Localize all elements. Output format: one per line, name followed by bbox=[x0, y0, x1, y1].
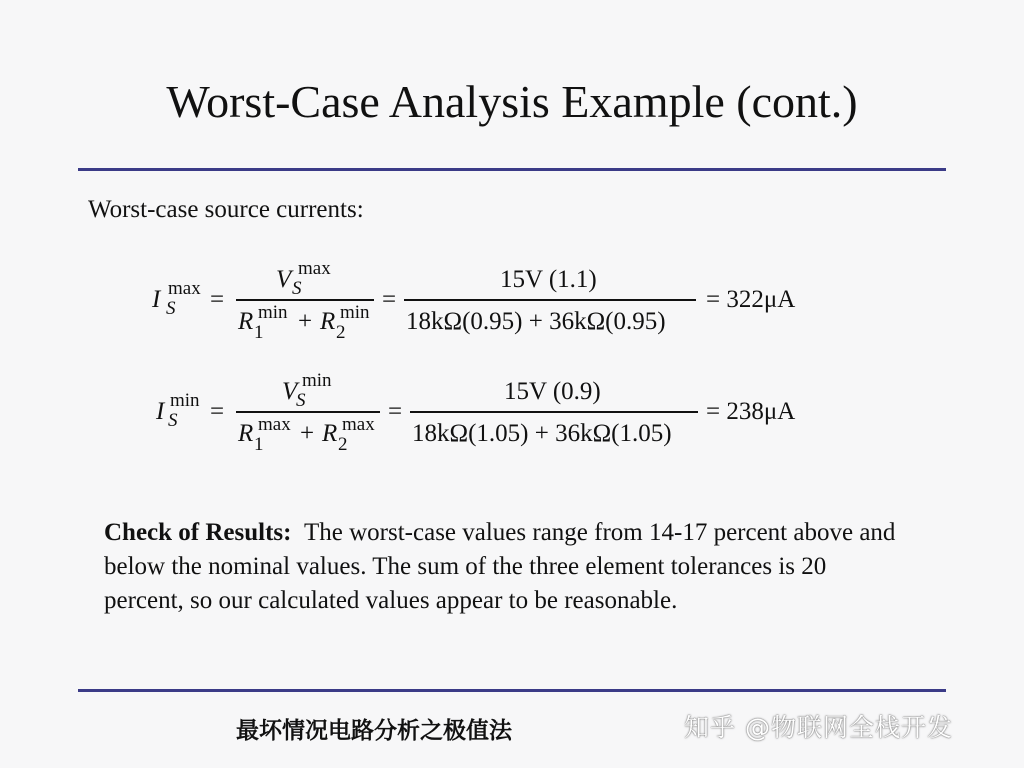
denominator-r1-subscript: 1 bbox=[254, 322, 264, 343]
top-divider bbox=[78, 168, 946, 171]
slide-title: Worst-Case Analysis Example (cont.) bbox=[166, 76, 858, 127]
numeric-numerator: 15V (0.9) bbox=[504, 378, 601, 405]
equation-min-current bbox=[0, 370, 1024, 455]
denominator-r2: R bbox=[322, 420, 338, 447]
denominator-r1-superscript: max bbox=[258, 414, 291, 435]
equation-max-current bbox=[0, 258, 1024, 343]
result-value: = 322μA bbox=[706, 286, 796, 313]
numerator-subscript: S bbox=[292, 278, 302, 299]
fraction-line-1 bbox=[236, 299, 374, 301]
fraction-line-2 bbox=[404, 299, 696, 301]
numeric-denominator: 18kΩ(0.95) + 36kΩ(0.95) bbox=[406, 308, 666, 335]
lhs-superscript: min bbox=[170, 390, 200, 411]
check-of-results-paragraph bbox=[104, 516, 904, 618]
plus-sign: + bbox=[300, 420, 315, 447]
intro-text: Worst-case source currents: bbox=[88, 196, 364, 223]
numerator-superscript: min bbox=[302, 370, 332, 391]
footer-caption: 最坏情况电路分析之极值法 bbox=[236, 718, 512, 744]
numeric-denominator: 18kΩ(1.05) + 36kΩ(1.05) bbox=[412, 420, 672, 447]
equals-sign-2: = bbox=[388, 398, 403, 425]
denominator-r2-subscript: 2 bbox=[338, 434, 348, 455]
lhs-superscript: max bbox=[168, 278, 201, 299]
numerator-symbol: V bbox=[282, 378, 298, 405]
numeric-numerator: 15V (1.1) bbox=[500, 266, 597, 293]
denominator-r1-superscript: min bbox=[258, 302, 288, 323]
denominator-r2: R bbox=[320, 308, 336, 335]
denominator-r1-subscript: 1 bbox=[254, 434, 264, 455]
equals-sign: = bbox=[210, 398, 225, 425]
fraction-line-1 bbox=[236, 411, 380, 413]
result-value: = 238μA bbox=[706, 398, 796, 425]
denominator-r2-subscript: 2 bbox=[336, 322, 346, 343]
numerator-symbol: V bbox=[276, 266, 292, 293]
denominator-r1: R bbox=[238, 420, 254, 447]
lhs-subscript: S bbox=[166, 298, 176, 319]
numerator-subscript: S bbox=[296, 390, 306, 411]
denominator-r1: R bbox=[238, 308, 254, 335]
check-text: The worst-case values range from 14-17 percent above and below the nominal values. The sum of the three element tolerances is 20 percent, so our calculated values appear to be reasonable. bbox=[104, 519, 896, 614]
equals-sign: = bbox=[210, 286, 225, 313]
numerator-superscript: max bbox=[298, 258, 331, 279]
lhs-subscript: S bbox=[168, 410, 178, 431]
equals-sign-2: = bbox=[382, 286, 397, 313]
lhs-symbol: I bbox=[156, 398, 165, 425]
watermark: 知乎 @物联网全栈开发 bbox=[684, 713, 953, 742]
denominator-r2-superscript: max bbox=[342, 414, 375, 435]
check-label: Check of Results: bbox=[104, 519, 292, 546]
plus-sign: + bbox=[298, 308, 313, 335]
lhs-symbol: I bbox=[152, 286, 161, 313]
denominator-r2-superscript: min bbox=[340, 302, 370, 323]
fraction-line-2 bbox=[410, 411, 698, 413]
bottom-divider bbox=[78, 689, 946, 692]
